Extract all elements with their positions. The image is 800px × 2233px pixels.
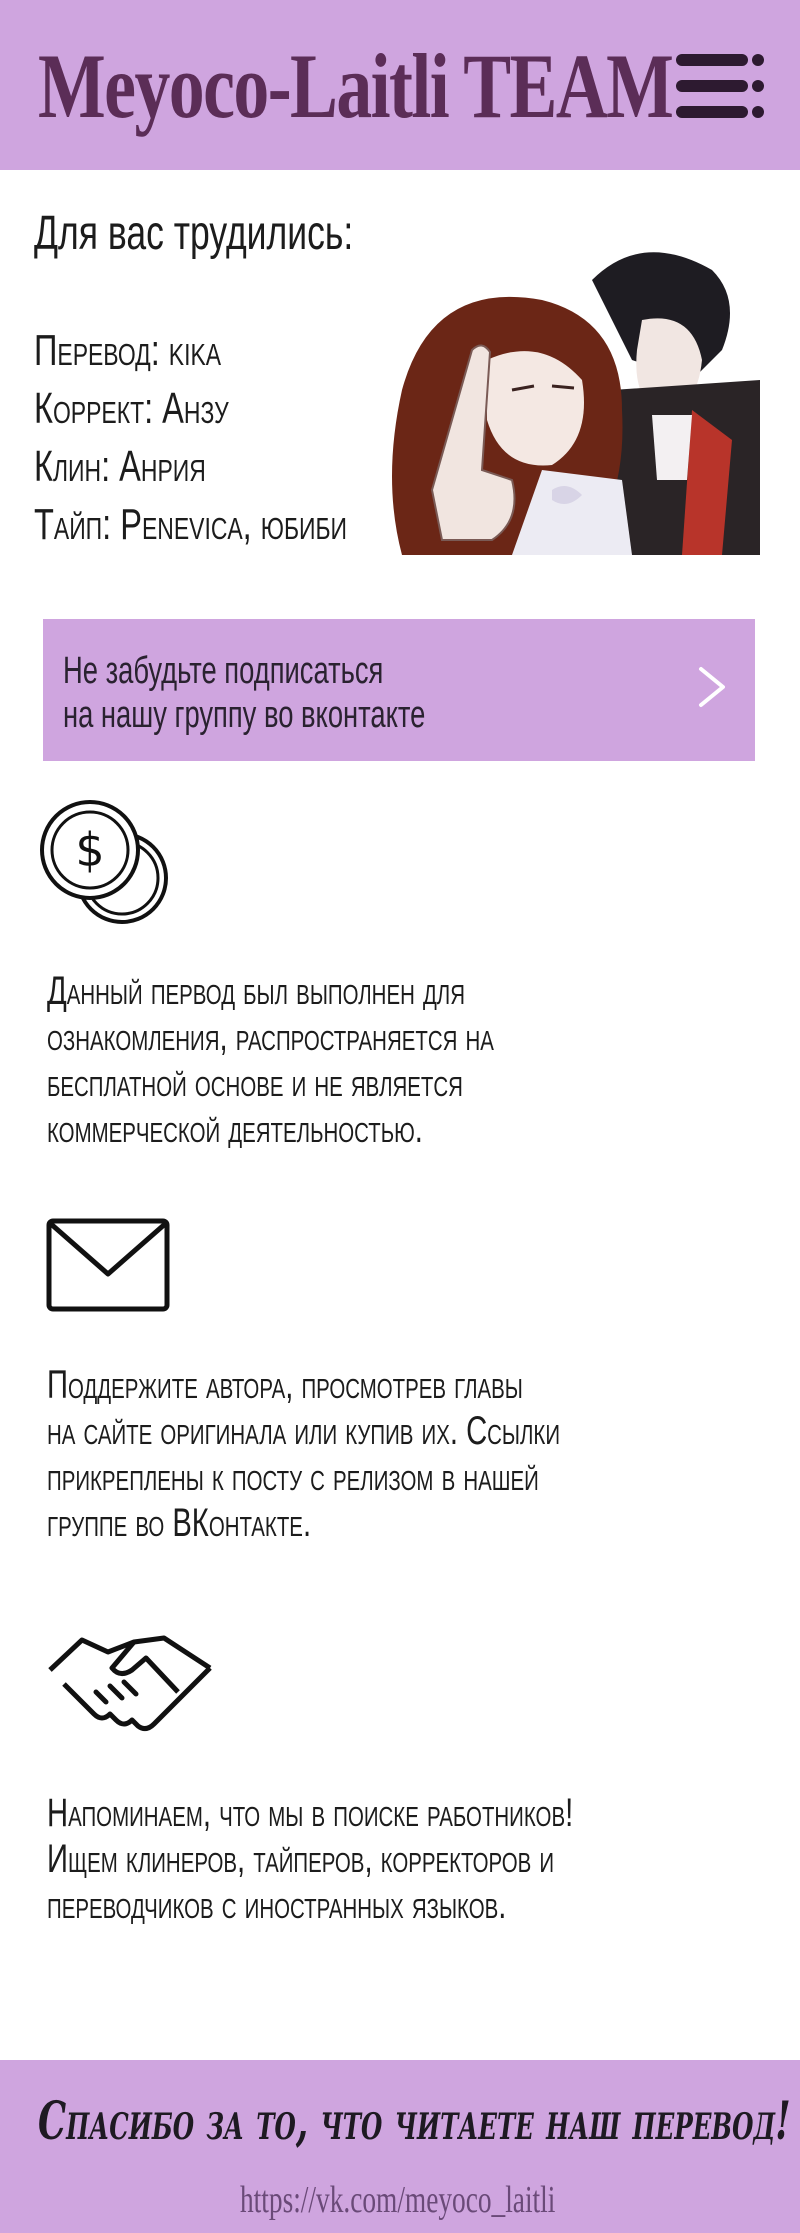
support-author-text [47, 1362, 560, 1546]
manga-characters-illustration [392, 240, 760, 555]
hamburger-menu-icon [674, 50, 766, 122]
vk-group-link[interactable]: https://vk.com/meyoco_laitli [240, 2179, 556, 2221]
vk-banner-line-1: Не забудьте подписаться [63, 650, 384, 692]
envelope-icon [46, 1218, 170, 1312]
credit-proofreading: Коррект: Анзу [34, 384, 229, 433]
recruiting-text [47, 1790, 573, 1928]
credit-typesetting: Тайп: Penevica, юбиби [34, 500, 348, 549]
credits-title: Для вас трудились: [34, 207, 354, 260]
vk-banner-line-2: на нашу группу во вконтакте [63, 694, 426, 736]
credit-cleaning: Клин: Анрия [34, 442, 206, 491]
support-line-3: прикреплены к посту с релизом в нашей [47, 1455, 539, 1499]
support-line-2: на сайте оригинала или купив их. Ссылки [47, 1409, 561, 1453]
svg-text:$: $ [75, 823, 105, 877]
handshake-icon [46, 1628, 214, 1738]
brand-title: Meyoco-Laitli TEAM [38, 35, 673, 137]
coins-icon [38, 798, 170, 930]
menu-button[interactable] [674, 50, 766, 122]
recruiting-line-1: Напоминаем, что мы в поиске работников! [47, 1791, 574, 1835]
recruiting-line-2: Ищем клинеров, тайперов, корректоров и [47, 1837, 555, 1881]
disclaimer-line-2: ознакомления, распространяется на [47, 1015, 494, 1059]
recruiting-line-3: переводчиков с иностранных языков. [47, 1883, 507, 1927]
thanks-message: Спасибо за то, что читаете наш перевод! [38, 2091, 791, 2152]
vk-banner-text [63, 649, 425, 737]
disclaimer-text [47, 968, 494, 1152]
credit-translation: Перевод: kika [34, 326, 222, 375]
support-line-4: группе во ВКонтакте. [47, 1501, 312, 1545]
header [0, 0, 800, 170]
footer [0, 2060, 800, 2233]
support-line-1: Поддержите автора, просмотрев главы [47, 1363, 523, 1407]
disclaimer-line-1: Данный первод был выполнен для [47, 969, 465, 1013]
disclaimer-line-4: коммерческой деятельностью. [47, 1107, 423, 1151]
chevron-right-icon [697, 665, 727, 709]
vk-subscribe-banner[interactable] [43, 619, 755, 761]
disclaimer-line-3: бесплатной основе и не является [47, 1061, 463, 1105]
